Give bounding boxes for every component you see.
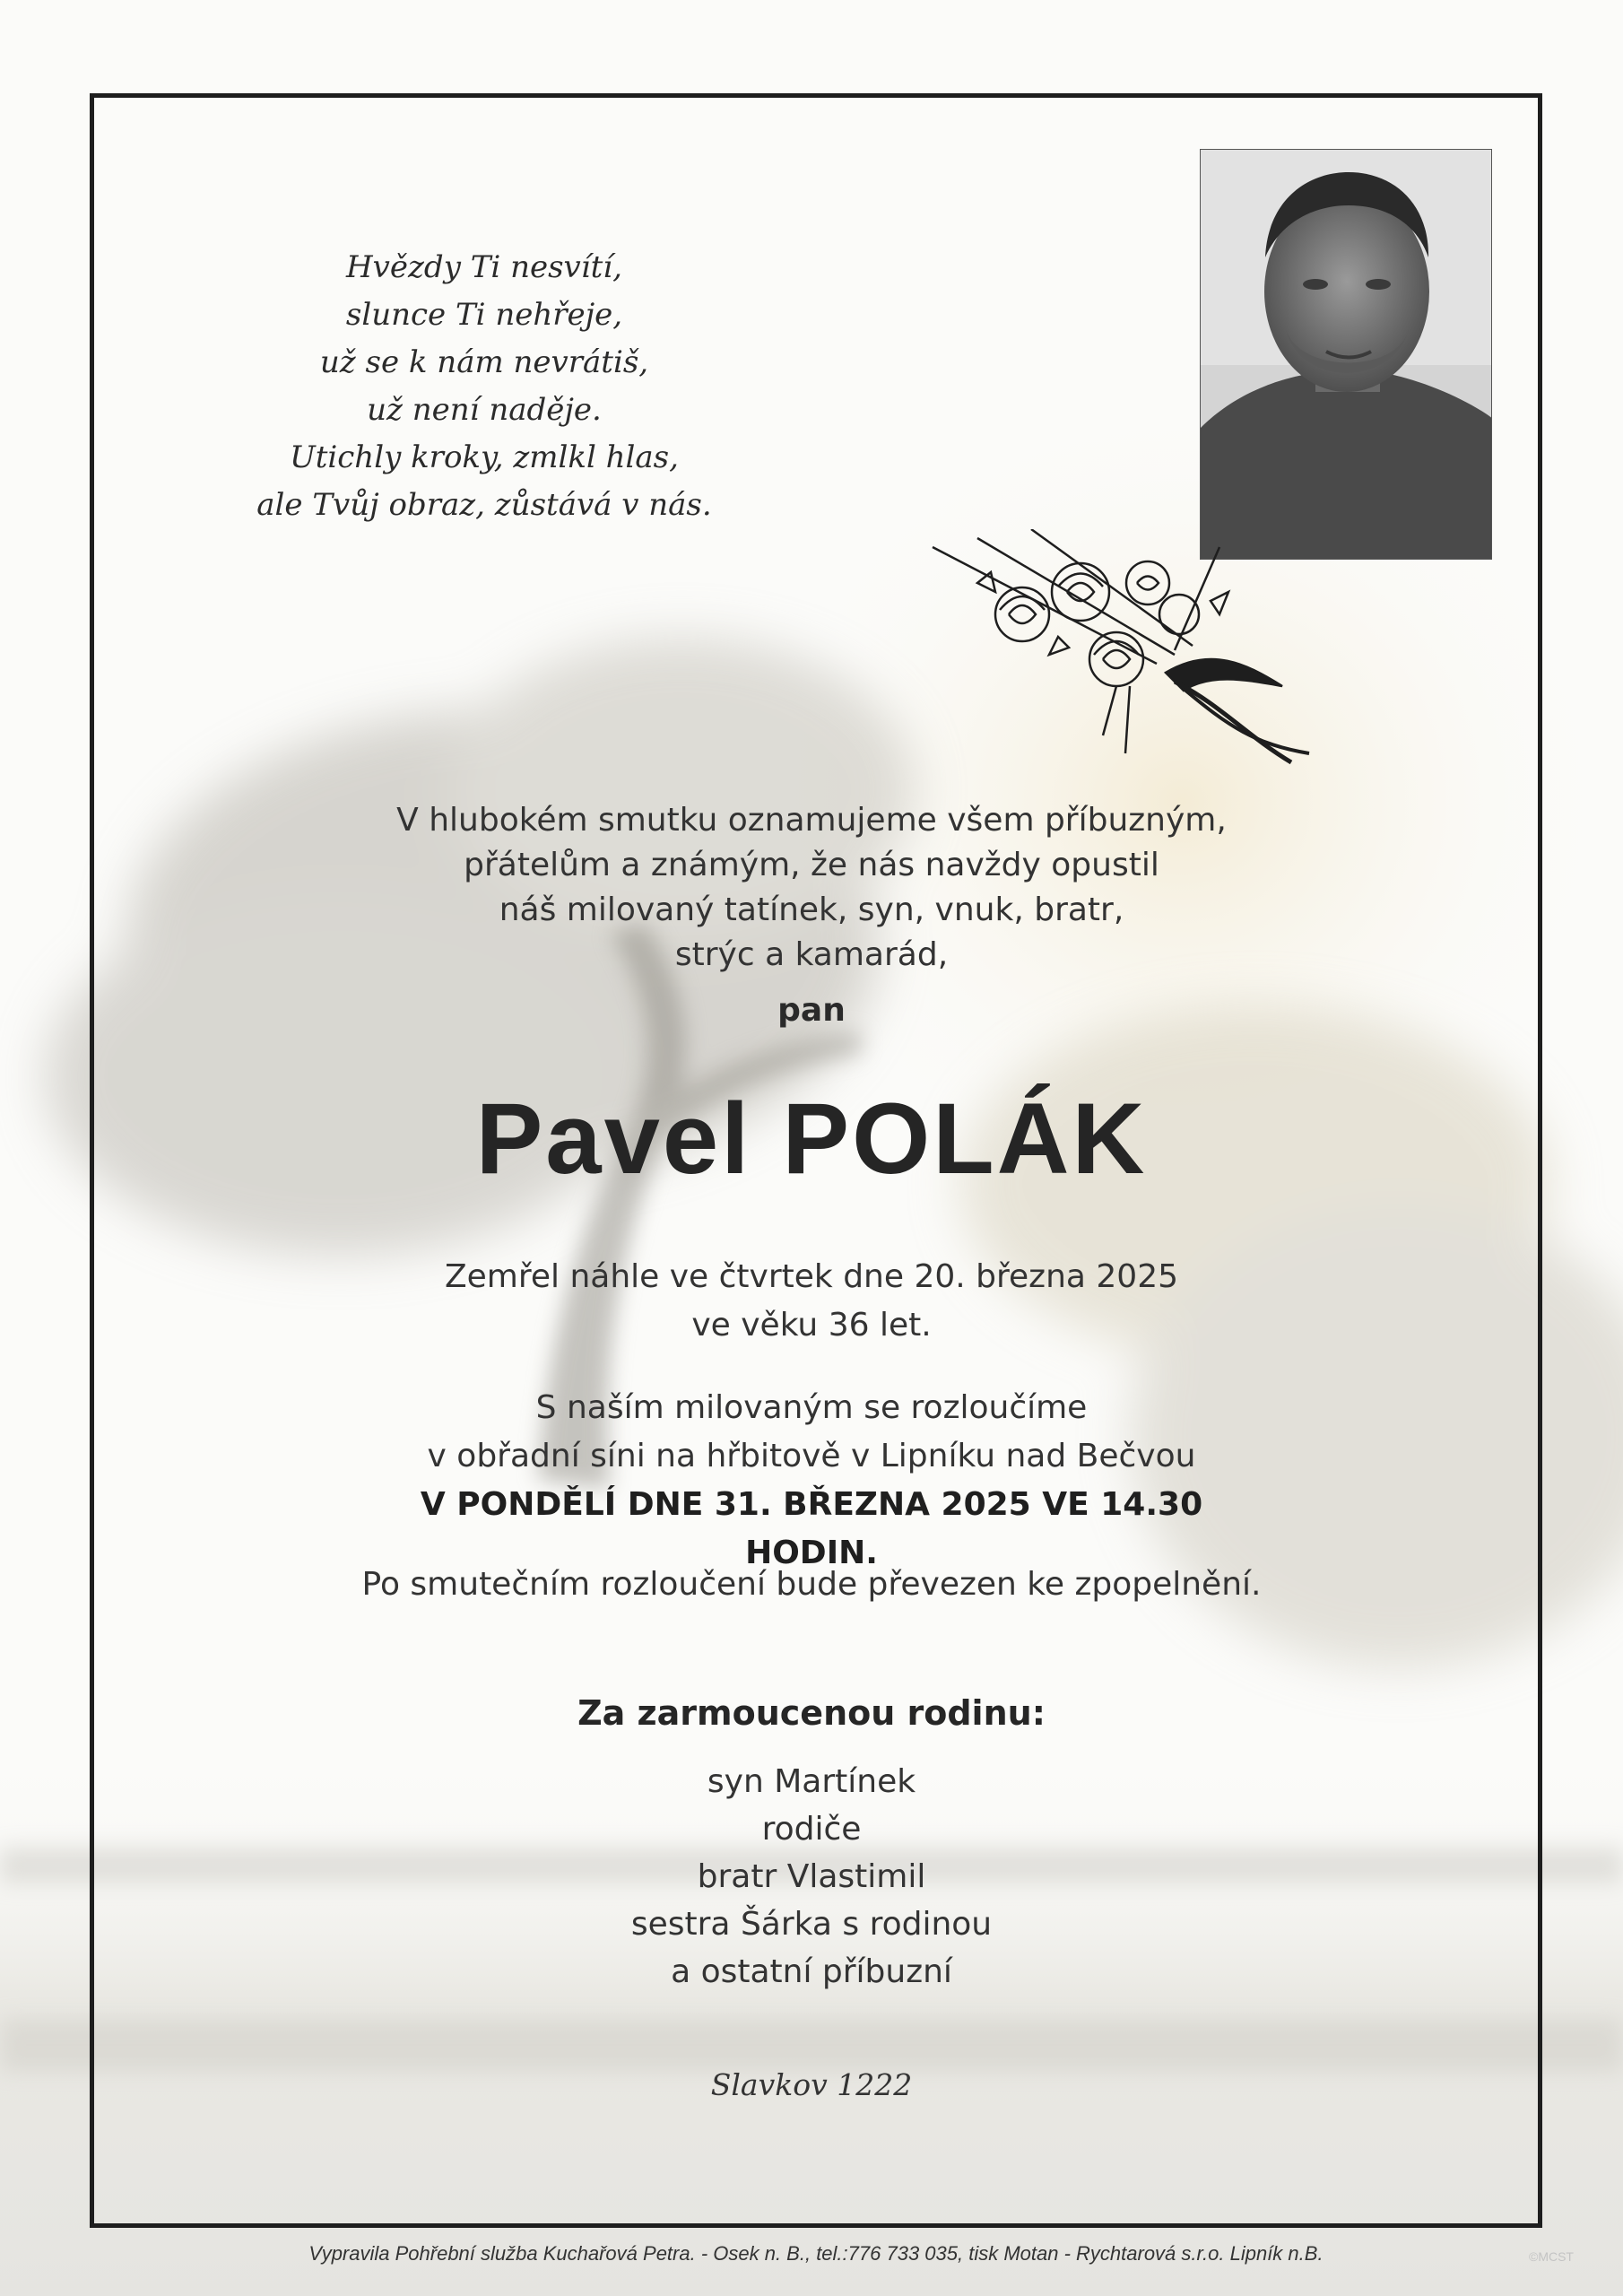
rose-bouquet-illustration bbox=[924, 529, 1336, 771]
ceremony-location: v obřadní síni na hřbitově v Lipníku nad Bečvou bbox=[427, 1438, 1196, 1474]
poem-line: slunce Ti nehřeje, bbox=[345, 297, 623, 333]
family-member: a ostatní příbuzní bbox=[671, 1953, 952, 1990]
deceased-portrait-photo bbox=[1200, 149, 1492, 560]
deceased-name: Pavel POLÁK bbox=[475, 1083, 1148, 1195]
announcement-text bbox=[363, 798, 1260, 978]
family-member: rodiče bbox=[761, 1811, 862, 1848]
ceremony-date-time: V PONDĚLÍ DNE 31. BŘEZNA 2025 VE 14.30 HODIN. bbox=[420, 1486, 1203, 1571]
death-info bbox=[363, 1253, 1260, 1350]
memorial-poem bbox=[188, 244, 780, 529]
funeral-service-footer: Vypravila Pohřební služba Kuchařová Petra. - Osek n. B., tel.:776 733 035, tisk Motan - Rychtarová s.r.o. Lipník n.B. bbox=[308, 2242, 1324, 2265]
family-member: sestra Šárka s rodinou bbox=[630, 1906, 993, 1943]
honorific-title: pan bbox=[777, 992, 846, 1029]
ceremony-line: S naším milovaným se rozloučíme bbox=[535, 1389, 1088, 1426]
poem-line: Hvězdy Ti nesvítí, bbox=[346, 249, 622, 285]
family-heading: Za zarmoucenou rodinu: bbox=[577, 1693, 1046, 1733]
age-line: ve věku 36 let. bbox=[691, 1307, 932, 1344]
poem-line: už se k nám nevrátiš, bbox=[319, 344, 649, 380]
cremation-note: Po smutečním rozloučení bude převezen ke zpopelnění. bbox=[361, 1566, 1262, 1603]
poem-line: Utichly kroky, zmlkl hlas, bbox=[290, 439, 679, 475]
poem-line: ale Tvůj obraz, zůstává v nás. bbox=[256, 487, 712, 523]
announcement-line: přátelům a známým, že nás navždy opustil bbox=[464, 847, 1159, 883]
family-members-list bbox=[502, 1758, 1121, 1996]
watermark: ©MCST bbox=[1529, 2249, 1574, 2264]
poem-line: už není naděje. bbox=[367, 392, 602, 428]
family-address: Slavkov 1222 bbox=[710, 2067, 913, 2102]
death-date-line: Zemřel náhle ve čtvrtek dne 20. března 2025 bbox=[444, 1258, 1179, 1295]
announcement-line: náš milovaný tatínek, syn, vnuk, bratr, bbox=[499, 891, 1124, 928]
family-member: bratr Vlastimil bbox=[697, 1858, 926, 1895]
funeral-ceremony-info bbox=[359, 1384, 1264, 1578]
announcement-line: V hlubokém smutku oznamujeme všem příbuzným, bbox=[396, 802, 1227, 839]
family-member: syn Martínek bbox=[707, 1763, 916, 1800]
announcement-line: strýc a kamarád, bbox=[674, 936, 949, 973]
